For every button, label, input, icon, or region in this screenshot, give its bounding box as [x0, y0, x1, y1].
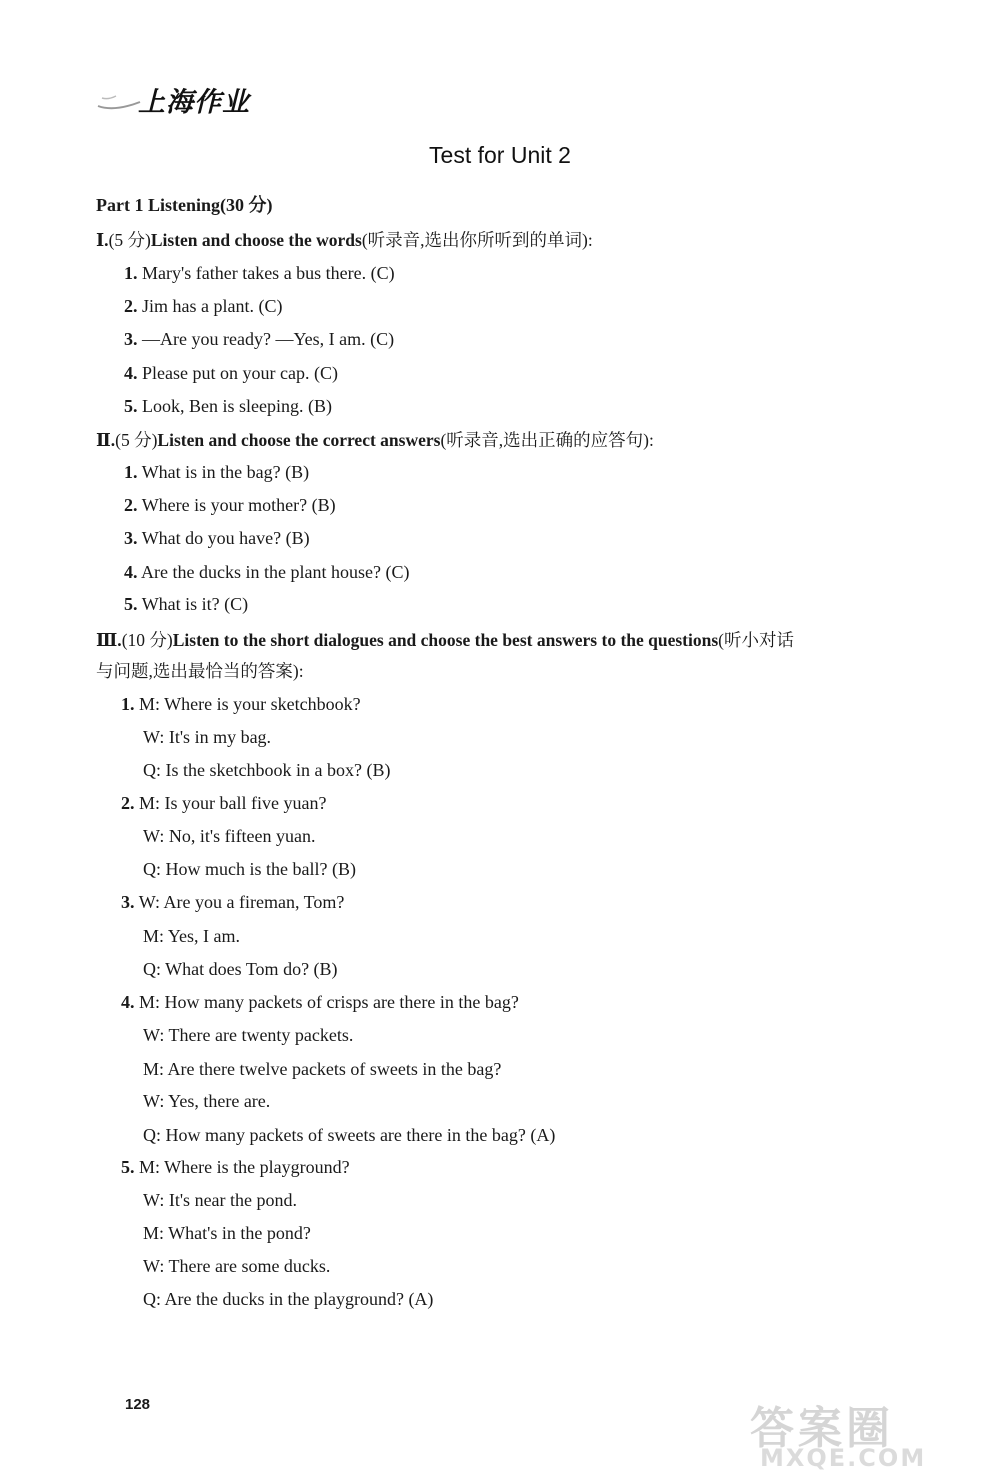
- logo-text: 上海作业: [138, 87, 250, 118]
- dialogue-line: Q: How much is the ball? (B): [143, 859, 356, 879]
- dialogue-line: Q: What does Tom do? (B): [143, 959, 338, 979]
- dialogue-line: 3. W: Are you a fireman, Tom?: [121, 892, 345, 912]
- dialogue-line: W: There are some ducks.: [143, 1256, 331, 1276]
- section-1-heading: [96, 229, 593, 251]
- section-instruction: Listen and choose the correct answers: [157, 430, 441, 450]
- list-item: 4. Please put on your cap. (C): [124, 363, 338, 383]
- dialogue-line: W: It's in my bag.: [143, 727, 272, 747]
- section-instruction: Listen to the short dialogues and choose the best answers to the questions: [172, 630, 719, 650]
- dialogue-line: W: There are twenty packets.: [143, 1025, 354, 1045]
- list-item: 2. Jim has a plant. (C): [124, 296, 283, 316]
- section-instruction-zh: (听录音,选出正确的应答句):: [440, 430, 654, 450]
- list-item: 3. What do you have? (B): [124, 528, 310, 548]
- list-item: 4. Are the ducks in the plant house? (C): [124, 562, 410, 582]
- section-3-heading: [96, 629, 794, 651]
- watermark-text: 答案圈: [750, 1403, 894, 1454]
- watermark-url: MXQE.COM: [760, 1444, 927, 1472]
- section-number: Ⅲ.: [96, 630, 122, 650]
- section-score: (10 分): [121, 630, 173, 650]
- section-instruction-zh: (听小对话: [718, 630, 794, 650]
- dialogue-line: M: Yes, I am.: [143, 926, 241, 946]
- page-title: Test for Unit 2: [429, 142, 571, 168]
- dialogue-line: 1. M: Where is your sketchbook?: [121, 694, 361, 714]
- list-item: 1. What is in the bag? (B): [124, 462, 310, 482]
- section-number: Ⅱ.: [96, 430, 116, 450]
- dialogue-line: Q: Are the ducks in the playground? (A): [143, 1289, 434, 1309]
- watermark: [740, 1392, 990, 1480]
- publisher-logo: [96, 78, 256, 118]
- dialogue-line: Q: Is the sketchbook in a box? (B): [143, 760, 391, 780]
- list-item: 3. —Are you ready? —Yes, I am. (C): [124, 329, 395, 349]
- dialogue-line: M: Are there twelve packets of sweets in the bag?: [143, 1059, 502, 1079]
- section-score: (5 分): [108, 230, 151, 250]
- dialogue-line: M: What's in the pond?: [143, 1223, 311, 1243]
- section-3-heading-cont: 与问题,选出最恰当的答案):: [96, 661, 304, 681]
- section-2-heading: [96, 429, 654, 451]
- list-item: 1. Mary's father takes a bus there. (C): [124, 263, 395, 283]
- dialogue-line: W: Yes, there are.: [143, 1091, 271, 1111]
- dialogue-line: 2. M: Is your ball five yuan?: [121, 793, 327, 813]
- list-item: 5. What is it? (C): [124, 594, 249, 614]
- section-instruction: Listen and choose the words: [150, 230, 362, 250]
- list-item: 5. Look, Ben is sleeping. (B): [124, 396, 332, 416]
- dialogue-line: 5. M: Where is the playground?: [121, 1157, 350, 1177]
- dialogue-line: Q: How many packets of sweets are there in the bag? (A): [143, 1125, 556, 1145]
- list-item: 2. Where is your mother? (B): [124, 495, 336, 515]
- part-heading: Part 1 Listening(30 分): [96, 195, 273, 215]
- section-number: Ⅰ.: [96, 230, 109, 250]
- section-score: (5 分): [115, 430, 158, 450]
- section-instruction-zh: (听录音,选出你所听到的单词):: [361, 230, 593, 250]
- dialogue-line: W: No, it's fifteen yuan.: [143, 826, 316, 846]
- page-number: 128: [125, 1396, 151, 1413]
- dialogue-line: 4. M: How many packets of crisps are there in the bag?: [121, 992, 519, 1012]
- dialogue-line: W: It's near the pond.: [143, 1190, 298, 1210]
